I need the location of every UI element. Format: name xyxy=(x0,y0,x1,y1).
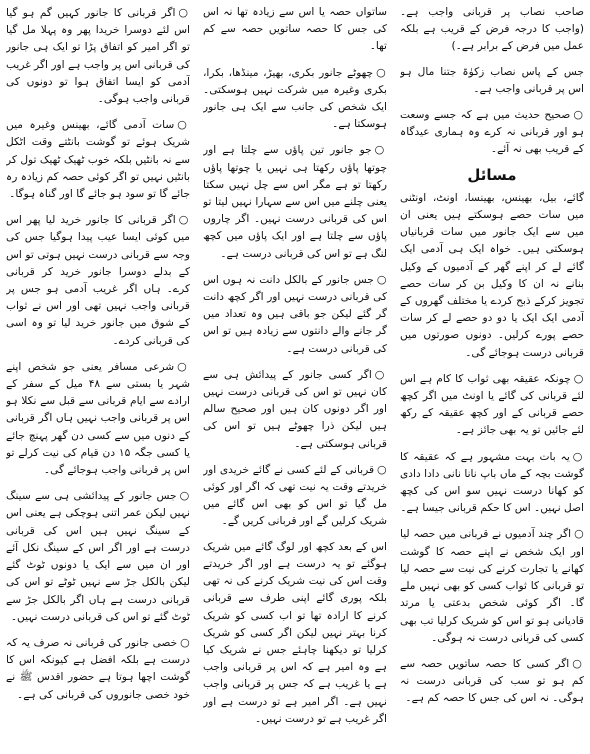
paragraph xyxy=(400,370,584,440)
bullet-icon: ○ xyxy=(572,656,584,670)
paragraph xyxy=(203,271,387,358)
paragraph xyxy=(400,525,584,646)
bullet-icon: ○ xyxy=(377,462,387,476)
paragraph xyxy=(400,448,584,518)
paragraph: صاحب نصاب پر قربانی واجب ہے۔ (واجب کا درجہ فرض کے قریب ہے بلکہ عمل میں فرض کے برابر ہے۔) xyxy=(400,6,584,53)
paragraph xyxy=(6,116,190,203)
paragraph xyxy=(203,461,387,531)
paragraph xyxy=(6,634,190,704)
section-heading: مسائل xyxy=(467,165,517,184)
paragraph: جس کے پاس نصاب زکوٰۃ جتنا مال ہو اس پر قربانی واجب ہے۔ xyxy=(400,65,584,95)
paragraph: گائے، بیل، بھینس، بھینسا، اونٹ، اونٹنی میں سات حصے ہوسکتے ہیں یعنی ان میں سے ایک جانور میں سات قربانیاں ہوسکتی ہیں۔ خواہ ایک ہی آدمی ایک گائے لے کر اپنے گھر کے آدمیوں کے وکیل بنانے نہ ان کا وکیل بن کر سات حصے تجویز کرکے ذبح کردے یا مختلف گھروں کے آدمی ایک ایک یا دو دو حصے لے کر سات حصے پورے کرلیں۔ دونوں صورتوں میں قربانی درست ہوجائے گی۔ xyxy=(400,191,584,359)
paragraph-text: چھوٹے جانور بکری، بھیڑ، مینڈھا، بکرا، بکری وغیرہ میں شرکت نہیں ہوسکتی۔ ایک شخص کی جانب سے ایک ہی جانور ہوسکتا ہے۔ xyxy=(203,66,387,131)
bullet-icon: ○ xyxy=(573,371,584,385)
paragraph: اس کے بعد کچھ اور لوگ گائے میں شریک ہوگئے تو یہ درست ہے اور اگر خریدتے وقت اس کی نیت شریک کرنے کی نہ تھی بلکہ پوری گائے اپنی طرف سے قربانی کرنے کا ارادہ تھا تو اب کسی کو شریک کرنا بہتر نہیں لیکن اگر کسی کو شریک کرلیا تو دیکھنا چاہئے جس نے شریک کیا ہے وہ امیر ہے کہ اس پر قربانی واجب ہے یا غریب ہے کہ جس پر قربانی واجب نہیں ہے۔ اگر امیر ہے تو درست ہے اور اگر غریب ہے تو درست نہیں۔ xyxy=(203,540,387,725)
column-left xyxy=(6,4,190,748)
paragraph-text: سات آدمی گائے، بھینس وغیرہ میں شریک ہوئے تو گوشت بانٹتے وقت اٹکل سے نہ بانٹیں بلکہ خوب ٹھیک ٹھیک تول کر بانٹیں نہیں تو اگر کوئی حصہ کم زیادہ رہ جائے گا تو سود ہو جائے گا اور گناہ ہوگا۔ xyxy=(6,119,190,201)
paragraph-text: اگر چند آدمیوں نے قربانی میں حصہ لیا اور ایک شخص نے اپنے حصہ کا گوشت کھانے یا تجارت کرنے کی نیت سے حصہ لیا تو قربانی کا ثواب کسی کو بھی نہیں ملے گا۔ اگر کوئی شخص بدعتی یا مرتد قادیانی ہو تو اس کو شریک کرلیا تب بھی کسی کی قربانی درست نہ ہوگی۔ xyxy=(400,528,584,644)
paragraph-text: چونکہ عقیقہ بھی ثواب کا کام ہے اس لئے قربانی کی گائے یا اونٹ میں اگر کچھ حصے قربانی کے اور کچھ عقیقہ کے رکھ لئے جائیں تو یہ بھی جائز ہے۔ xyxy=(400,372,584,437)
bullet-icon: ○ xyxy=(177,359,190,373)
paragraph xyxy=(400,655,584,708)
column-right xyxy=(400,4,584,748)
bullet-icon: ○ xyxy=(573,108,584,122)
paragraph xyxy=(203,64,387,134)
paragraph-text: جس جانور کے بالکل دانت نہ ہوں اس کی قربانی درست نہیں اور اگر کچھ دانت گر گئے لیکن جو باقی ہیں وہ تعداد میں گر جانے والے دانتوں سے زیادہ ہیں تو اس کی قربانی درست ہے۔ xyxy=(203,273,387,355)
paragraph-text: اگر کسی کا حصہ ساتویں حصہ سے کم ہو تو سب کی قربانی درست نہ ہوگی۔ نہ اس کی جس کا حصہ کم ہے۔ xyxy=(400,657,584,705)
paragraph-text: یہ بات بہت مشہور ہے کہ عقیقہ کا گوشت بچہ کے ماں باپ نانا نانی دادا دادی کو کھانا درست نہیں سو اس کی کچھ اصل نہیں۔ اس کا حکم قربانی جیسا ہے۔ xyxy=(400,450,584,515)
paragraph-text: اگر قربانی کا جانور کہیں گم ہو گیا اس لئے دوسرا خریدا پھر وہ پہلا مل گیا تو اگر امیر کو اتفاق پڑا تو ایک ہی جانور کی قربانی اس پر واجب ہے اور اگر غریب آدمی کو ایسا اتفاق ہوا تو دونوں کی قربانی واجب ہوگی۔ xyxy=(6,7,190,106)
paragraph xyxy=(6,487,190,626)
paragraph-text: اگر کسی جانور کے پیدائش ہی سے کان نہیں تو اس کی قربانی درست نہیں اور اگر دونوں کان ہیں اور صحیح سالم ہیں لیکن ذرا چھوٹے ہیں تو اس کی قربانی ہوسکتی ہے۔ xyxy=(203,368,387,450)
bullet-icon: ○ xyxy=(178,6,190,19)
paragraph xyxy=(6,4,190,108)
paragraph-text: جس جانور کے پیدائشی ہی سے سینگ نہیں لیکن عمر اتنی ہوچکی ہے یعنی اس کے سینگ نہیں ہیں اس کی قربانی درست ہے اور اگر اس کے سینگ نکل آئے اور ان میں سے ایک یا دونوں ٹوٹ گئے لیکن بالکل جڑ سے نہیں ٹوٹے تو اس کی قربانی درست ہے ہاں اگر بالکل جڑ سے ٹوٹ گئے تو اس کی قربانی درست نہیں۔ xyxy=(6,490,190,623)
paragraph-text: صحیح حدیث میں ہے کہ جسے وسعت ہو اور قربانی نہ کرے وہ ہماری عیدگاہ کے قریب بھی نہ آئے۔ xyxy=(400,109,584,156)
paragraph-text: اگر قربانی کا جانور خرید لیا پھر اس میں کوئی ایسا عیب پیدا ہوگیا جس کی وجہ سے قربانی درست نہیں ہوتی تو اس کے بدلے دوسرا جانور خرید کر قربانی کرے۔ ہاں اگر غریب آدمی ہو جس پر قربانی واجب نہیں تھی اور اس نے ثواب کے شوق میں جانور خرید لیا تو وہ اسی کی قربانی کردے۔ xyxy=(6,214,190,347)
column-middle xyxy=(203,4,387,748)
bullet-icon: ○ xyxy=(374,143,387,157)
paragraph xyxy=(6,211,190,350)
bullet-icon: ○ xyxy=(374,367,387,381)
paragraph xyxy=(203,141,387,262)
paragraph-text: خصی جانور کی قربانی نہ صرف یہ کہ درست ہے بلکہ افضل ہے کیونکہ اس کا گوشت اچھا ہوتا ہے حضور اقدس ﷺ نے خود خصی جانوروں کی قربانی کی ہے۔ xyxy=(6,636,190,701)
bullet-icon: ○ xyxy=(574,527,584,541)
paragraph: ساتواں حصہ یا اس سے زیادہ تھا نہ اس کی جس کا حصہ ساتویں حصہ سے کم تھا۔ xyxy=(203,6,387,53)
bullet-icon: ○ xyxy=(177,118,190,132)
bullet-icon: ○ xyxy=(179,489,190,503)
paragraph xyxy=(6,358,190,479)
paragraph xyxy=(203,366,387,453)
paragraph xyxy=(400,106,584,159)
document-page xyxy=(6,4,584,748)
bullet-icon: ○ xyxy=(376,65,387,79)
paragraph-text: جو جانور تین پاؤں سے چلتا ہے اور چوتھا پاؤں رکھتا ہی نہیں یا چوتھا پاؤں رکھتا تو ہے مگر اس سے چل نہیں سکتا یعنی چلنے میں اس سے سہارا نہیں لیتا تو اس کی قربانی درست نہیں۔ اگر چاروں پاؤں سے چلتا ہے اور ایک پاؤں میں کچھ لنگ ہے تو اس کی قربانی درست ہے۔ xyxy=(203,144,387,260)
bullet-icon: ○ xyxy=(572,449,584,463)
bullet-icon: ○ xyxy=(376,272,387,286)
bullet-icon: ○ xyxy=(178,213,190,227)
paragraph-text: شرعی مسافر یعنی جو شخص اپنے شہر یا بستی سے ۴۸ میل کے سفر کے ارادے سے ایام قربانی سے قبل سے نکلا ہو اس پر قربانی واجب نہیں ہاں اگر قربانی کے دنوں میں سے کسی دن گھر پہنچ جائے یا کسی جگہ ۱۵ دن قیام کی نیت کرلے تو اس پر قربانی واجب ہوجائے گی۔ xyxy=(6,360,190,477)
bullet-icon: ○ xyxy=(180,635,190,649)
paragraph-text: قربانی کے لئے کسی نے گائے خریدی اور خریدتے وقت یہ نیت تھی کہ اگر اور کوئی مل گیا تو اس کو بھی اس گائے میں شریک کرلیں گے اور قربانی کریں گے۔ xyxy=(203,463,387,528)
